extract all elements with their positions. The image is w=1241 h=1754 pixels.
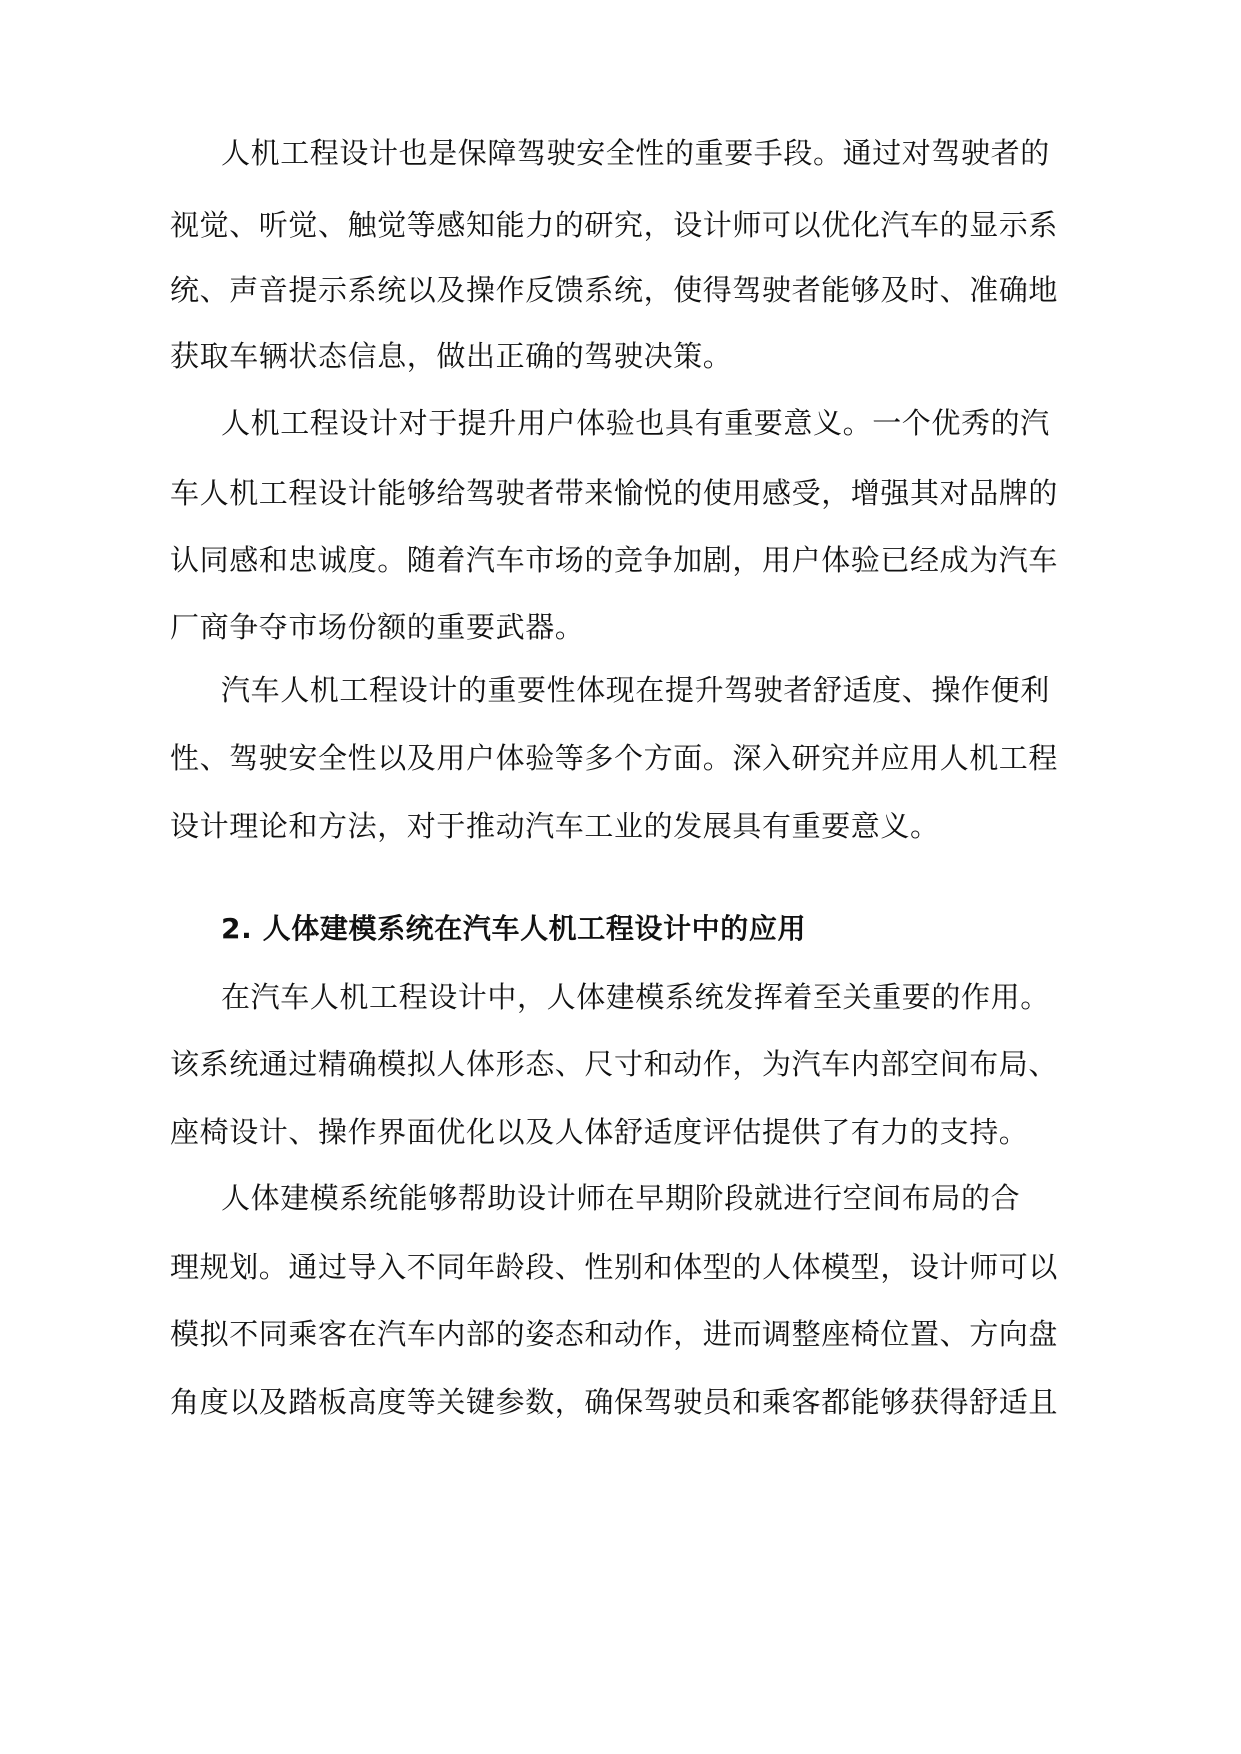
text: 获取车辆状态信息，做出正确的驾驶决策。: [170, 339, 733, 373]
paragraph-2-line-2: [0, 471, 1241, 515]
paragraph-5-line-2: [0, 1245, 1241, 1289]
text: 座椅设计、操作界面优化以及人体舒适度评估提供了有力的支持。: [170, 1115, 1029, 1149]
text: 人体建模系统能够帮助设计师在早期阶段就进行空间布局的合: [221, 1181, 1021, 1215]
text: 统、声音提示系统以及操作反馈系统，使得驾驶者能够及时、准确地: [170, 273, 1059, 307]
paragraph-4-line-1: [0, 975, 1241, 1019]
paragraph-4-line-3: [0, 1110, 1241, 1154]
paragraph-3-line-2: [0, 736, 1241, 780]
paragraph-5-line-4: [0, 1380, 1241, 1424]
text: 性、驾驶安全性以及用户体验等多个方面。深入研究并应用人机工程: [170, 741, 1059, 775]
paragraph-2-line-4: [0, 605, 1241, 649]
paragraph-1-line-3: [0, 268, 1241, 312]
text: 人机工程设计也是保障驾驶安全性的重要手段。通过对驾驶者的: [221, 136, 1050, 170]
text: 视觉、听觉、触觉等感知能力的研究，设计师可以优化汽车的显示系: [170, 208, 1059, 242]
text: 人机工程设计对于提升用户体验也具有重要意义。一个优秀的汽: [221, 406, 1050, 440]
paragraph-5-line-1: [0, 1176, 1241, 1220]
text: 模拟不同乘客在汽车内部的姿态和动作，进而调整座椅位置、方向盘: [170, 1317, 1059, 1351]
text: 汽车人机工程设计的重要性体现在提升驾驶者舒适度、操作便利: [221, 673, 1050, 707]
paragraph-3-line-1: [0, 668, 1241, 712]
text: 理规划。通过导入不同年龄段、性别和体型的人体模型，设计师可以: [170, 1250, 1059, 1284]
text: 车人机工程设计能够给驾驶者带来愉悦的使用感受，增强其对品牌的: [170, 476, 1059, 510]
section-heading-text: 2. 人体建模系统在汽车人机工程设计中的应用: [221, 912, 807, 945]
paragraph-3-line-3: [0, 804, 1241, 848]
text: 该系统通过精确模拟人体形态、尺寸和动作，为汽车内部空间布局、: [170, 1047, 1059, 1081]
text: 认同感和忠诚度。随着汽车市场的竞争加剧，用户体验已经成为汽车: [170, 543, 1059, 577]
paragraph-1-line-1: [0, 131, 1241, 175]
paragraph-1-line-2: [0, 203, 1241, 247]
paragraph-2-line-1: [0, 401, 1241, 445]
section-heading: [0, 907, 1241, 951]
text: 在汽车人机工程设计中，人体建模系统发挥着至关重要的作用。: [221, 980, 1050, 1014]
paragraph-1-line-4: [0, 334, 1241, 378]
text: 角度以及踏板高度等关键参数，确保驾驶员和乘客都能够获得舒适且: [170, 1385, 1059, 1419]
text: 厂商争夺市场份额的重要武器。: [170, 610, 585, 644]
text: 设计理论和方法，对于推动汽车工业的发展具有重要意义。: [170, 809, 940, 843]
paragraph-2-line-3: [0, 538, 1241, 582]
paragraph-5-line-3: [0, 1312, 1241, 1356]
paragraph-4-line-2: [0, 1042, 1241, 1086]
